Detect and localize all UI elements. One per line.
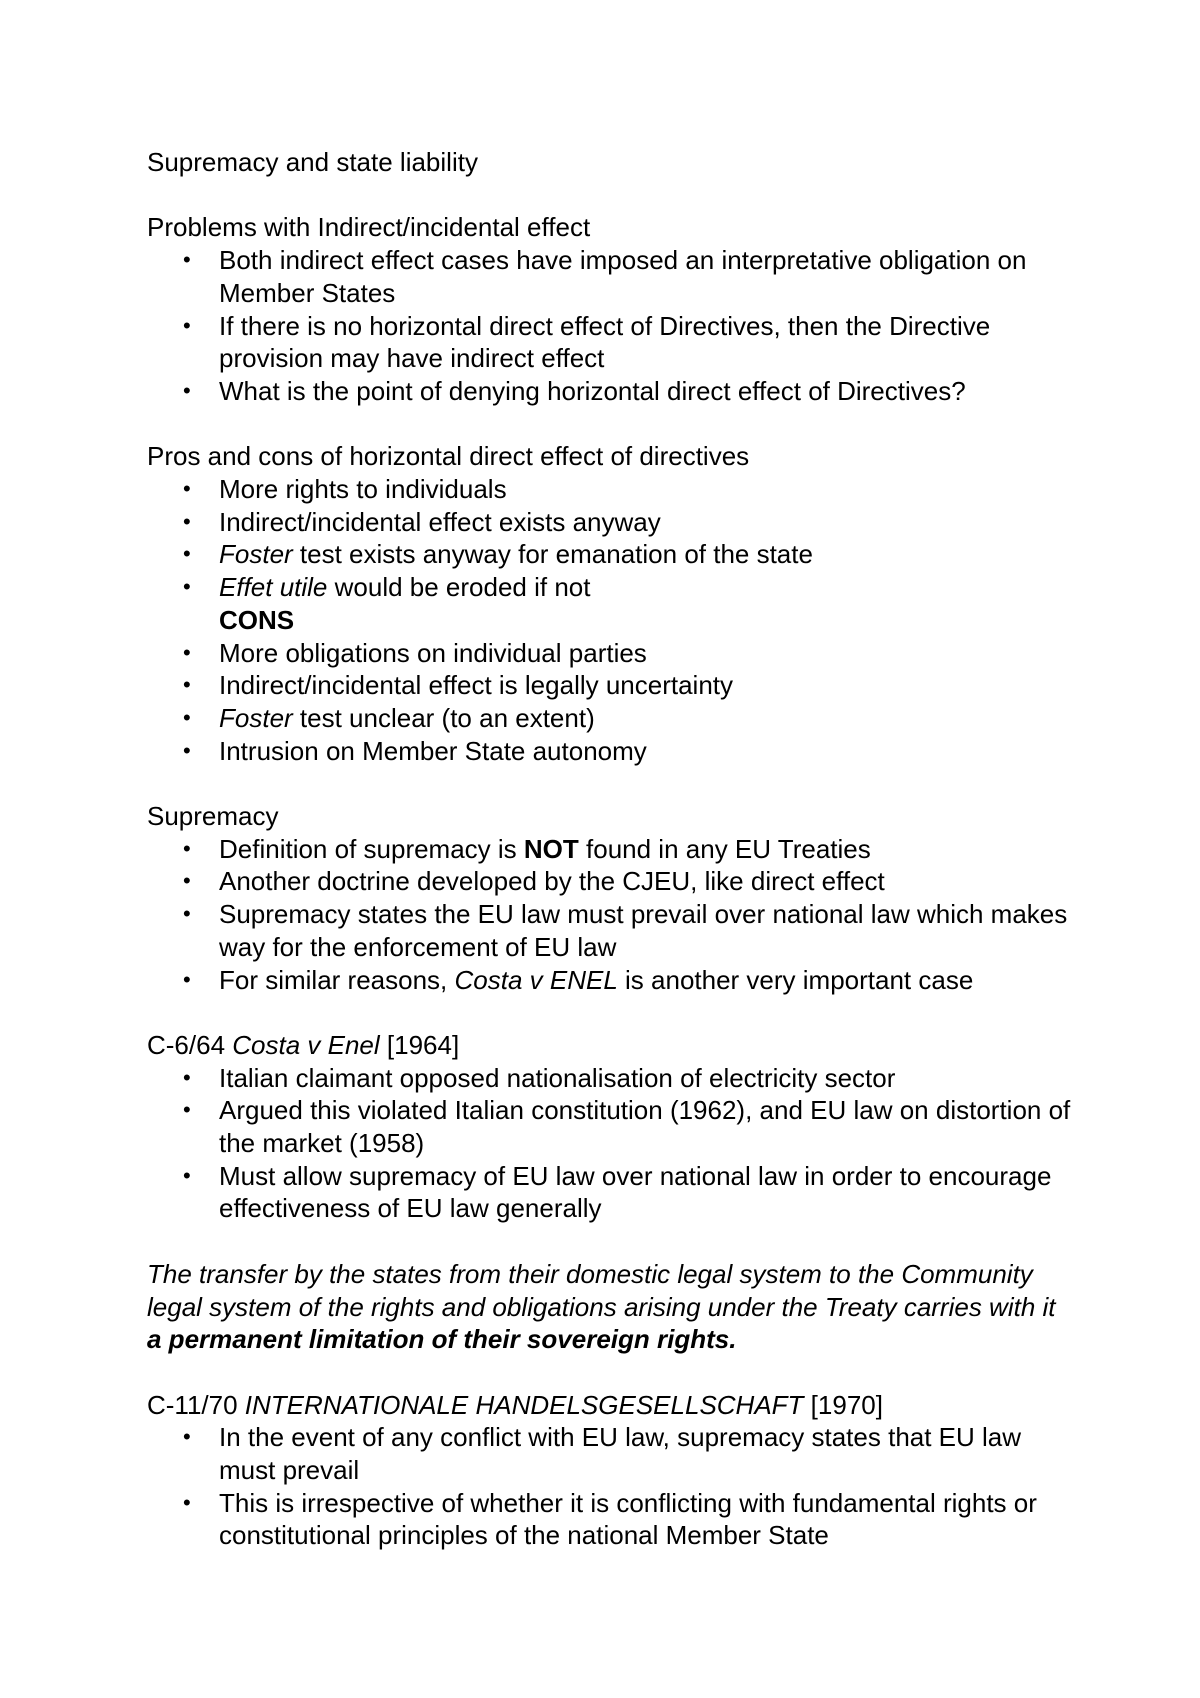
bullet-icon: • [183, 704, 191, 730]
spacer [147, 1356, 1077, 1389]
list-item-text: More obligations on individual parties [219, 637, 647, 668]
quote-emphasis: a permanent limitation of their sovereign rights. [147, 1324, 737, 1355]
bullet-icon: • [183, 541, 191, 567]
bullet-icon: • [183, 901, 191, 927]
list-item [183, 1421, 1077, 1486]
bullet-icon: • [183, 1162, 191, 1188]
bullet-list [147, 1062, 1077, 1226]
spacer [147, 1225, 1077, 1258]
case-year: [1970] [803, 1389, 883, 1420]
bullet-list [147, 1421, 1077, 1552]
bullet-list-cons [147, 637, 1077, 768]
list-item [183, 310, 1077, 375]
section-supremacy [147, 800, 1077, 996]
bullet-icon: • [183, 835, 191, 861]
spacer [147, 408, 1077, 441]
list-item [183, 702, 1077, 735]
list-item [183, 833, 1077, 866]
bullet-icon: • [183, 868, 191, 894]
list-item-text: Intrusion on Member State autonomy [219, 735, 647, 766]
list-item-text: Italian claimant opposed nationalisation of electricity sector [219, 1062, 896, 1093]
bullet-icon: • [183, 672, 191, 698]
list-item-text: Must allow supremacy of EU law over national law in order to encourage effectiveness of EU law generally [219, 1160, 1052, 1224]
list-item-text: Indirect/incidental effect is legally uncertainty [219, 670, 734, 701]
list-item [183, 669, 1077, 702]
list-item-text: In the event of any conflict with EU law, supremacy states that EU law must prevail [219, 1422, 1022, 1486]
bullet-icon: • [183, 966, 191, 992]
bullet-icon: • [183, 1424, 191, 1450]
bullet-icon: • [183, 247, 191, 273]
list-item-text: Both indirect effect cases have imposed an interpretative obligation on Member States [219, 245, 1027, 308]
list-item [183, 473, 1077, 506]
quote-text: The transfer by the states from their domestic legal system to the Community legal system of the rights and obligations arising under the Treaty carries with it [147, 1258, 1056, 1322]
section-internationale-handelsgesellschaft [147, 1389, 1077, 1553]
section-indirect-effect-problems [147, 211, 1077, 407]
latin-term: Effet utile [219, 572, 328, 603]
document-title: Supremacy and state liability [147, 147, 478, 177]
section-costa-v-enel [147, 1029, 1077, 1225]
bullet-icon: • [183, 312, 191, 338]
list-item-text: test exists anyway for emanation of the state [292, 539, 813, 570]
case-year: [1964] [379, 1029, 460, 1060]
bullet-icon: • [183, 377, 191, 403]
case-number: C-6/64 [147, 1029, 233, 1060]
case-name: Foster [219, 539, 293, 570]
list-item-text: Argued this violated Italian constitution (1962), and EU law on distortion of the market (1958) [219, 1095, 1071, 1159]
bullet-icon: • [183, 508, 191, 534]
spacer [147, 179, 1077, 212]
bullet-icon: • [183, 1097, 191, 1123]
list-item-text: What is the point of denying horizontal direct effect of Directives? [219, 375, 966, 406]
bullet-icon: • [183, 1064, 191, 1090]
case-name: Foster [219, 702, 293, 733]
list-item [183, 375, 1077, 408]
bullet-icon: • [183, 1489, 191, 1515]
list-item-text: found in any EU Treaties [578, 833, 871, 864]
list-item-text: Supremacy states the EU law must prevail over national law which makes way for the enforcement of EU law [219, 899, 1068, 962]
list-item [183, 1062, 1077, 1095]
section-heading: Pros and cons of horizontal direct effect of directives [147, 441, 750, 472]
bullet-icon: • [183, 639, 191, 665]
bullet-list [147, 833, 1077, 997]
list-item-text: If there is no horizontal direct effect of Directives, then the Directive provision may have indirect effect [219, 310, 991, 374]
case-number: C-11/70 [147, 1389, 245, 1420]
list-item [183, 244, 1077, 309]
section-pros-and-cons [147, 440, 1077, 767]
list-item [183, 735, 1077, 768]
case-name: Costa v Enel [232, 1029, 380, 1060]
list-item-text: would be eroded if not [327, 572, 591, 603]
list-item [183, 538, 1077, 571]
list-item-text: Definition of supremacy is [219, 833, 524, 864]
list-item [183, 1487, 1077, 1552]
list-item [183, 898, 1077, 963]
bullet-list-pros [147, 473, 1077, 604]
list-item [183, 506, 1077, 539]
list-item [183, 1094, 1077, 1159]
bullet-icon: • [183, 476, 191, 501]
section-heading: Problems with Indirect/incidental effect [147, 212, 591, 243]
list-item-text: is another very important case [617, 964, 974, 995]
list-item [183, 1160, 1077, 1225]
case-name: INTERNATIONALE HANDELSGESELLSCHAFT [244, 1389, 804, 1420]
list-item [183, 964, 1077, 997]
spacer [147, 767, 1077, 800]
section-heading [147, 1029, 1077, 1062]
cons-label: CONS [219, 604, 295, 635]
list-item-text: Another doctrine developed by the CJEU, like direct effect [219, 866, 885, 897]
case-name: Costa v ENEL [454, 964, 618, 995]
bullet-list [147, 244, 1077, 408]
section-heading [147, 1389, 1077, 1422]
case-quote [147, 1258, 1077, 1356]
list-item-text: test unclear (to an extent) [292, 702, 595, 733]
document-page [147, 146, 1077, 1552]
list-item-text: This is irrespective of whether it is conflicting with fundamental rights or constitutional principles of the national Member State [219, 1487, 1037, 1551]
list-item-text: Indirect/incidental effect exists anyway [219, 506, 661, 537]
list-item-text: More rights to individuals [219, 474, 507, 504]
list-item [183, 637, 1077, 670]
spacer [147, 996, 1077, 1029]
bullet-icon: • [183, 737, 191, 763]
section-heading: Supremacy [147, 801, 279, 832]
bullet-icon: • [183, 574, 191, 600]
list-item [183, 865, 1077, 898]
emphasis-text: NOT [523, 833, 579, 864]
list-item-text: For similar reasons, [219, 964, 455, 995]
list-item [183, 571, 1077, 604]
